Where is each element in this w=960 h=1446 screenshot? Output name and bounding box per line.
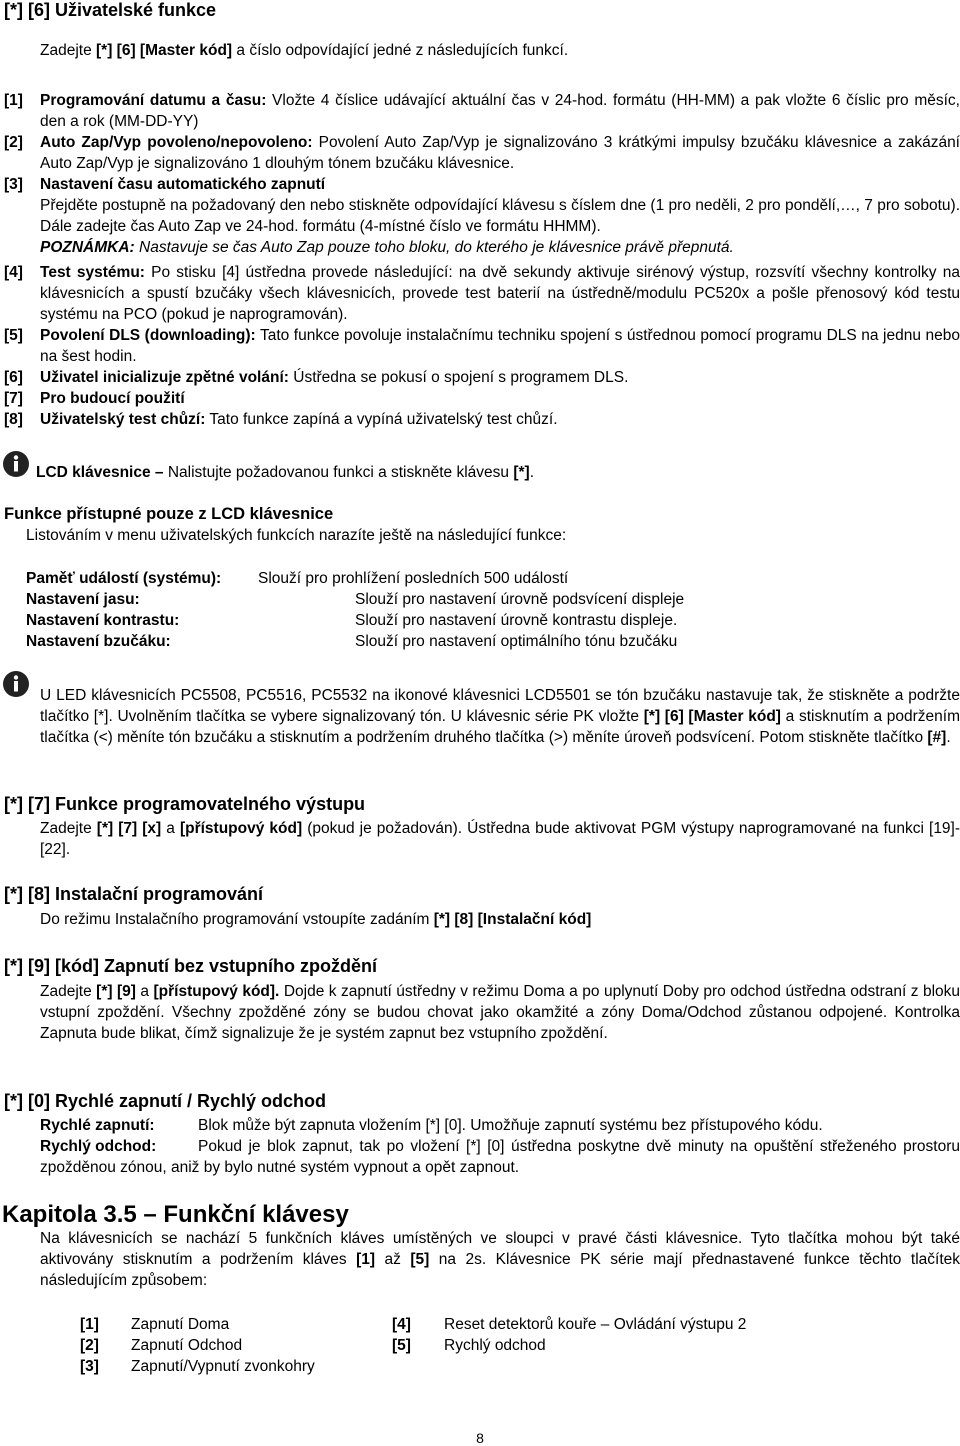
user-functions-intro: Zadejte [*] [6] [Master kód] a číslo odpovídající jedné z následujících funkcí. [40, 42, 569, 59]
item-number: [7] [4, 390, 23, 407]
item-future-use: Pro budoucí použití [40, 390, 185, 407]
function-key-number: [3] [80, 1358, 99, 1375]
item-number: [1] [4, 92, 23, 109]
function-key-number: [1] [80, 1316, 99, 1333]
info-icon [2, 670, 30, 698]
item-number: [5] [4, 327, 23, 344]
function-key-number: [2] [80, 1337, 99, 1354]
item-number: [6] [4, 369, 23, 386]
item-auto-arm-time: Nastavení času automatického zapnutí Přejděte postupně na požadovaný den nebo stiskněte odpovídající klávesu s číslem dne (1 pro neděli, 2 pro pondělí,…, 7 pro sobotu). Dále zadejte čas Auto Zap ve 24-hod. formátu (4-místné číslo ve formátu HHMM). POZNÁMKA: Nastavuje se čas Auto Zap pouze toho bloku, do kterého je klávesnice právě přepnutá. [40, 176, 960, 256]
item-walk-test: Uživatelský test chůzí: Tato funkce zapíná a vypíná uživatelský test chůzí. [40, 411, 558, 428]
item-auto-arm: Auto Zap/Vyp povoleno/nepovoleno: Povolení Auto Zap/Vyp je signalizováno 3 krátkými impulsy bzučáku klávesnice a zakázání Auto Zap/Vyp je signalizováno 1 dlouhým tónem bzučáku klávesnice. [40, 134, 960, 172]
lcd-function-label: Paměť událostí (systému): [26, 570, 222, 587]
item-callback: Uživatel inicializuje zpětné volání: Ústředna se pokusí o spojení s programem DLS. [40, 369, 629, 386]
quick-arm-label: Rychlé zapnutí: [40, 1117, 155, 1134]
function-key-label: Zapnutí Odchod [131, 1337, 243, 1354]
function-key-number: [4] [392, 1316, 411, 1333]
function-key-label: Rychlý odchod [444, 1337, 546, 1354]
function-key-label: Zapnutí Doma [131, 1316, 230, 1333]
item-number: [3] [4, 176, 23, 193]
lcd-function-label: Nastavení jasu: [26, 591, 140, 608]
item-date-time: Programování datumu a času: Vložte 4 číslice udávající aktuální čas v 24-hod. formátu (HH-MM) a pak vložte 6 číslic pro měsíc, den a rok (MM-DD-YY) [40, 92, 960, 130]
section-heading-quick-arm: [*] [0] Rychlé zapnutí / Rychlý odchod [4, 1091, 327, 1111]
page-number: 8 [476, 1430, 484, 1446]
section-heading-installer: [*] [8] Instalační programování [4, 884, 264, 904]
lcd-function-desc: Slouží pro prohlížení posledních 500 událostí [258, 570, 569, 587]
chapter-intro: Na klávesnicích se nachází 5 funkčních kláves umístěných ve sloupci v pravé části klávesnice. Tyto tlačítka mohou být také aktivovány stisknutím a podržením kláves [1] až [5] na 2s. Klávesnice PK série mají přednastavené funkce těchto tlačítek následujícím způsobem: [40, 1230, 960, 1289]
quick-exit-desc: Pokud je blok zapnut, tak po vložení [*] [0] ústředna poskytne dvě minuty na opuštění střeženého prostoru zpožděnou zónou, aniž by bylo nutné systém vypnout a opět zapnout. [40, 1138, 960, 1176]
lcd-only-heading: Funkce přístupné pouze z LCD klávesnice [4, 505, 334, 523]
item-number: [2] [4, 134, 23, 151]
quick-exit-label: Rychlý odchod: [40, 1138, 157, 1155]
item-number: [8] [4, 411, 23, 428]
info-icon [2, 450, 30, 478]
lcd-function-desc: Slouží pro nastavení úrovně kontrastu displeje. [355, 612, 678, 629]
lcd-function-label: Nastavení bzučáku: [26, 633, 171, 650]
section-heading-user-functions: [*] [6] Uživatelské funkce [4, 0, 217, 20]
function-key-label: Reset detektorů kouře – Ovládání výstupu 2 [444, 1316, 747, 1333]
no-entry-delay-desc: Zadejte [*] [9] a [přístupový kód]. Dojde k zapnutí ústředny v režimu Doma a po uplynutí Doby pro odchod ústředna odstraní z bloku vstupní zpoždění. Všechny zpožděné zóny se budou chovat jako okamžité a zóny Doma/Odchod zůstanou odpojené. Kontrolka Zapnuta bude blikat, čímž signalizuje že je systém zapnut bez vstupního zpoždění. [40, 983, 960, 1042]
section-heading-pgm-output: [*] [7] Funkce programovatelného výstupu [4, 794, 366, 814]
section-heading-no-entry-delay: [*] [9] [kód] Zapnutí bez vstupního zpoždění [4, 956, 377, 976]
quick-arm-desc: Blok může být zapnuta vložením [*] [0]. Umožňuje zapnutí systému bez přístupového kódu. [198, 1117, 823, 1134]
installer-desc: Do režimu Instalačního programování vstoupíte zadáním [*] [8] [Instalační kód] [40, 911, 592, 928]
lcd-keypad-note: LCD klávesnice – Nalistujte požadovanou funkci a stiskněte klávesu [*]. [36, 464, 534, 481]
item-number: [4] [4, 264, 23, 281]
lcd-function-desc: Slouží pro nastavení úrovně podsvícení displeje [355, 591, 685, 608]
pgm-output-desc: Zadejte [*] [7] [x] a [přístupový kód] (pokud je požadován). Ústředna bude aktivovat PGM výstupy naprogramované na funkci [19]-[22]. [40, 820, 960, 858]
item-system-test: Test systému: Po stisku [4] ústředna provede následující: na dvě sekundy aktivuje sirénový výstup, rozsvítí všechny kontrolky na klávesnicích a spustí bzučáky všech klávesnicích, provede test baterií na ústředně/modulu PC520x a pošle přenosový kód testu systému na PCO (pokud je naprogramován). [40, 264, 960, 323]
chapter-heading: Kapitola 3.5 – Funkční klávesy [2, 1201, 349, 1228]
led-keypad-note: U LED klávesnicích PC5508, PC5516, PC5532 na ikonové klávesnici LCD5501 se tón bzučáku nastavuje tak, že stiskněte a podržte tlačítko [*]. Uvolněním tlačítka se vybere signalizovaný tón. U klávesnic série PK vložte [*] [6] [Master kód] a stisknutím a podržením tlačítka (<) měníte tón bzučáku a stisknutím a podržením druhého tlačítka (>) měníte úroveň podsvícení. Potom stiskněte tlačítko [#]. [40, 687, 960, 746]
lcd-function-desc: Slouží pro nastavení optimálního tónu bzučáku [355, 633, 678, 650]
item-dls: Povolení DLS (downloading): Tato funkce povoluje instalačnímu techniku spojení s ústřednou pomocí programu DLS na jednu nebo na šest hodin. [40, 327, 960, 365]
lcd-function-label: Nastavení kontrastu: [26, 612, 180, 629]
lcd-only-intro: Listováním v menu uživatelských funkcích narazíte ještě na následující funkce: [26, 527, 567, 544]
function-key-label: Zapnutí/Vypnutí zvonkohry [131, 1358, 315, 1375]
function-key-number: [5] [392, 1337, 411, 1354]
note-label: POZNÁMKA: [40, 239, 135, 256]
